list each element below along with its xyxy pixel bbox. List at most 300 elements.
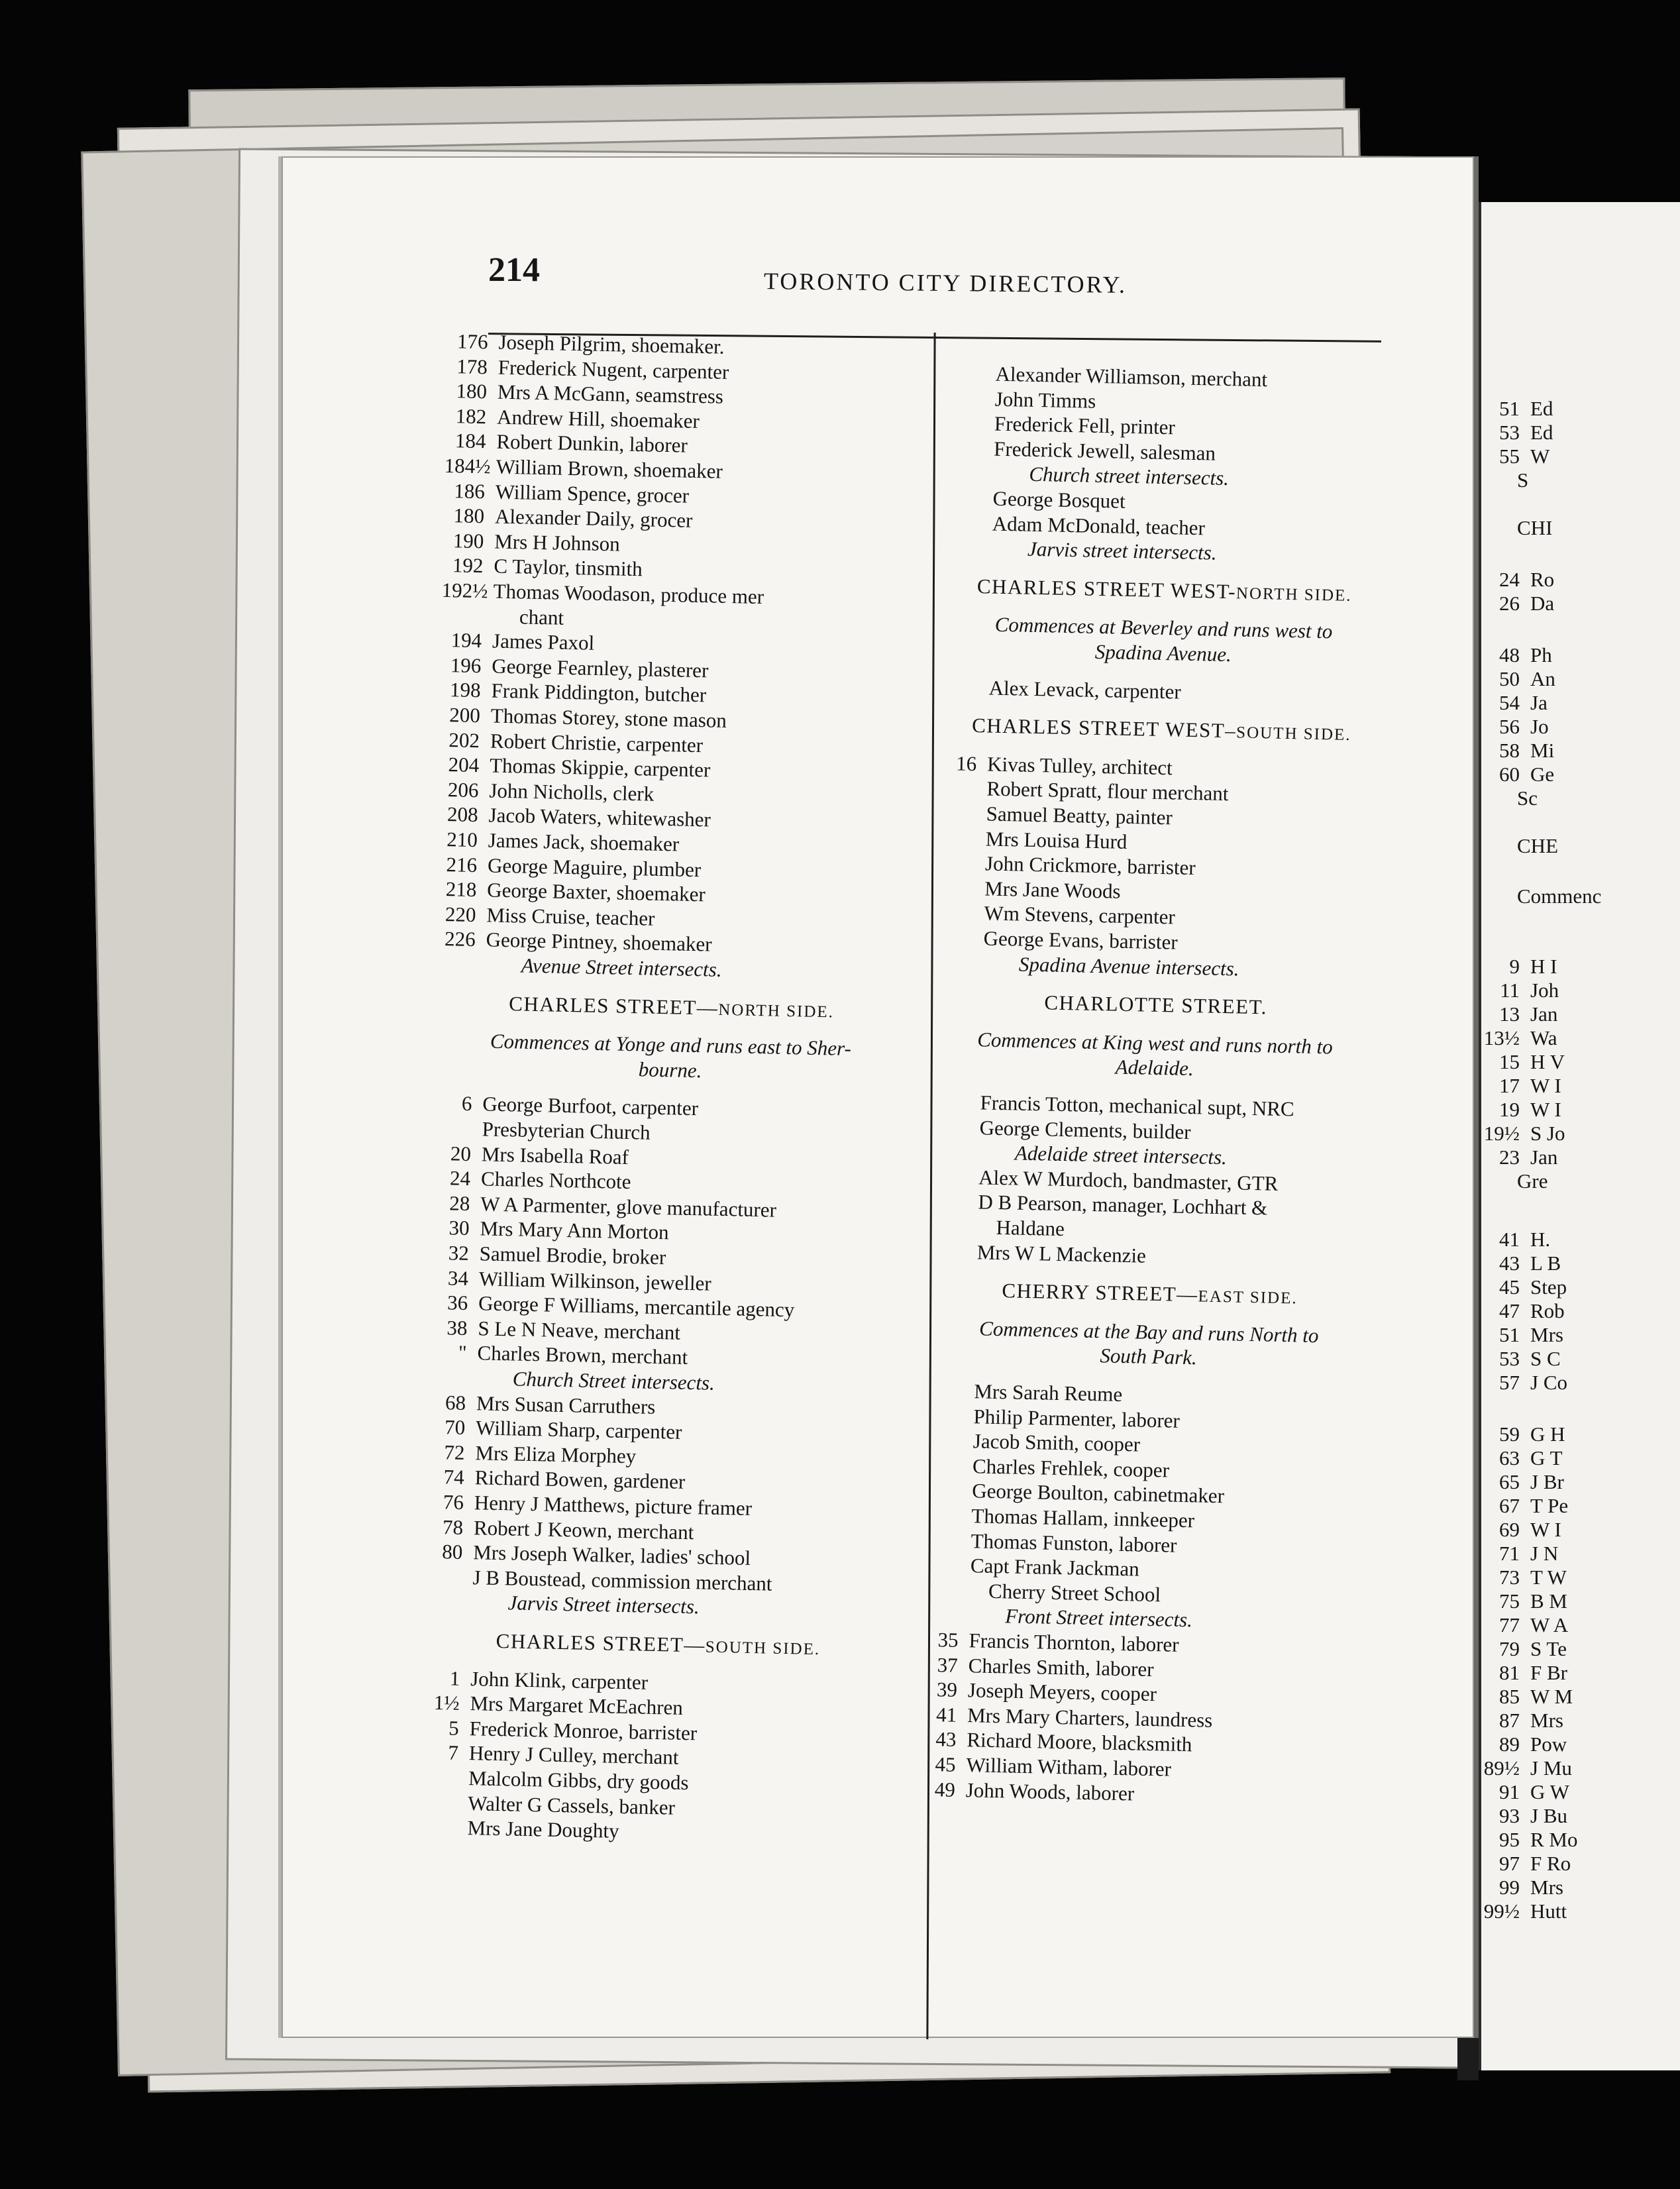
page-number: 214 bbox=[488, 251, 540, 289]
resident-name: J B Boustead, commission merchant bbox=[472, 1566, 772, 1595]
house-number bbox=[921, 1471, 962, 1472]
resident-name: Jacob Waters, whitewasher bbox=[488, 803, 711, 831]
house-number: 200 bbox=[448, 703, 481, 727]
resident-name: George Clements, builder bbox=[979, 1115, 1191, 1144]
resident-name: Mrs A McGann, seamstress bbox=[497, 380, 724, 408]
facing-page-entry bbox=[1483, 1346, 1561, 1371]
resident-name-fragment: Pow bbox=[1530, 1733, 1567, 1756]
street-heading bbox=[433, 989, 910, 1024]
house-number: 91 bbox=[1499, 1780, 1520, 1803]
intersection-note bbox=[507, 1591, 700, 1620]
resident-name: George Boulton, cabinetmaker bbox=[971, 1479, 1225, 1508]
resident-name: Samuel Brodie, broker bbox=[479, 1242, 666, 1269]
facing-page-entry bbox=[1483, 978, 1559, 1003]
resident-name-fragment: Ed bbox=[1530, 397, 1553, 420]
directory-entry bbox=[918, 1577, 1161, 1607]
resident-name-fragment: T W bbox=[1530, 1566, 1567, 1589]
resident-name-fragment: Ge bbox=[1530, 763, 1555, 786]
house-number: 208 bbox=[446, 802, 479, 827]
facing-page-entry bbox=[1483, 1803, 1567, 1829]
facing-page-entry bbox=[1483, 714, 1549, 739]
house-number bbox=[921, 1447, 963, 1448]
facing-page-entry bbox=[1483, 1636, 1567, 1662]
facing-page-entry bbox=[1483, 591, 1554, 616]
house-number: 63 bbox=[1499, 1446, 1520, 1469]
facing-page-entry bbox=[1483, 738, 1554, 763]
resident-name: Alex Levack, carpenter bbox=[988, 676, 1182, 704]
facing-page-entry bbox=[1483, 1493, 1568, 1519]
resident-name-fragment: Wa bbox=[1530, 1026, 1557, 1049]
facing-page-entry bbox=[1483, 1517, 1561, 1542]
facing-page-entry bbox=[1483, 1469, 1564, 1495]
street-side-label: NORTH SIDE. bbox=[1235, 584, 1352, 605]
resident-name-fragment: H. bbox=[1530, 1228, 1551, 1251]
resident-name-fragment: W M bbox=[1530, 1685, 1573, 1708]
house-number: 184½ bbox=[444, 453, 491, 478]
resident-name: Thomas Storey, stone mason bbox=[490, 704, 727, 732]
resident-name-fragment: Ph bbox=[1530, 643, 1552, 667]
house-number: 93 bbox=[1499, 1804, 1520, 1827]
house-number: 79 bbox=[1499, 1637, 1520, 1660]
resident-name-fragment: H I bbox=[1530, 955, 1557, 978]
directory-entry bbox=[934, 825, 1128, 854]
resident-name: Mrs Mary Ann Morton bbox=[480, 1216, 669, 1244]
house-number: 26 bbox=[1499, 592, 1520, 615]
resident-name: John Nicholls, clerk bbox=[489, 778, 655, 806]
house-number: 24 bbox=[1499, 568, 1520, 591]
resident-name: William Wilkinson, jeweller bbox=[478, 1266, 712, 1295]
resident-name: George Bosquet bbox=[992, 486, 1126, 513]
resident-name-fragment: J Br bbox=[1530, 1470, 1564, 1493]
resident-name: Mrs Sarah Reume bbox=[974, 1379, 1123, 1406]
house-number: 194 bbox=[450, 628, 482, 653]
intersection-note-text: Jarvis Street intersects. bbox=[507, 1591, 700, 1619]
house-number bbox=[415, 1834, 456, 1835]
house-number bbox=[932, 944, 973, 945]
resident-name-fragment: F Br bbox=[1530, 1661, 1567, 1684]
resident-name: Wm Stevens, carpenter bbox=[984, 901, 1176, 929]
resident-name: George Evans, barrister bbox=[983, 926, 1179, 954]
facing-page-entry bbox=[1483, 1073, 1561, 1098]
resident-name: William Witham, laborer bbox=[966, 1753, 1172, 1781]
street-description-text: Adelaide. bbox=[1115, 1055, 1194, 1081]
facing-page-entry bbox=[1483, 515, 1552, 541]
resident-name: Mrs W L Mackenzie bbox=[976, 1240, 1147, 1267]
resident-name: Capt Frank Jackman bbox=[970, 1554, 1140, 1581]
house-number: 69 bbox=[1499, 1518, 1520, 1541]
resident-name-fragment: Ja bbox=[1530, 691, 1548, 714]
resident-name-fragment: Ed bbox=[1530, 421, 1553, 444]
resident-name: George Burfoot, carpenter bbox=[482, 1092, 699, 1120]
resident-name: Mrs Louisa Hurd bbox=[985, 827, 1128, 853]
resident-name: John Klink, carpenter bbox=[470, 1666, 649, 1694]
street-side-label: SOUTH SIDE. bbox=[705, 1638, 821, 1659]
resident-name: William Brown, shoemaker bbox=[496, 454, 723, 483]
resident-name: Walter G Cassels, banker bbox=[468, 1791, 676, 1819]
directory-entry bbox=[927, 1114, 1191, 1144]
street-description-text: Commences at the Bay and runs North to bbox=[978, 1316, 1319, 1347]
street-heading-text: CHERRY STREET— bbox=[1002, 1279, 1199, 1307]
directory-entry bbox=[434, 926, 712, 957]
street-heading-text: CHARLES STREET WEST– bbox=[971, 714, 1237, 743]
house-number: 210 bbox=[446, 828, 478, 852]
resident-name: George Fearnley, plasterer bbox=[491, 654, 709, 682]
resident-name-fragment: An bbox=[1530, 667, 1555, 690]
resident-name-fragment: S bbox=[1517, 468, 1529, 492]
resident-name-fragment: W bbox=[1530, 445, 1550, 468]
facing-page-entry bbox=[1483, 1660, 1567, 1685]
house-number bbox=[918, 1596, 959, 1597]
facing-page-entry bbox=[1483, 1827, 1578, 1852]
directory-entry bbox=[441, 603, 564, 631]
house-number: 41 bbox=[1499, 1228, 1520, 1251]
directory-entry bbox=[443, 528, 620, 557]
house-number: 81 bbox=[1499, 1661, 1520, 1684]
resident-name: Henry J Matthews, picture framer bbox=[474, 1491, 753, 1521]
house-number bbox=[932, 919, 973, 920]
resident-name-fragment: S Jo bbox=[1530, 1122, 1565, 1145]
house-number: 60 bbox=[1499, 763, 1520, 786]
house-number: 16 bbox=[955, 751, 977, 775]
house-number: 39 bbox=[936, 1678, 958, 1702]
resident-name: Samuel Beatty, painter bbox=[986, 802, 1173, 829]
house-number bbox=[935, 794, 976, 795]
house-number: 190 bbox=[452, 529, 484, 553]
resident-name: W A Parmenter, glove manufacturer bbox=[480, 1192, 777, 1222]
house-number: 73 bbox=[1499, 1566, 1520, 1589]
house-number bbox=[933, 869, 974, 870]
facing-page-entry bbox=[1483, 1565, 1567, 1590]
resident-name: Frederick Nugent, carpenter bbox=[498, 355, 729, 384]
house-number: 43 bbox=[935, 1727, 957, 1752]
house-number: 49 bbox=[934, 1777, 956, 1801]
house-number: 56 bbox=[1499, 715, 1520, 738]
street-heading-text: CHARLOTTE STREET. bbox=[1044, 990, 1268, 1019]
house-number: 206 bbox=[447, 777, 479, 802]
house-number: 74 bbox=[443, 1465, 465, 1489]
resident-name-fragment: W A bbox=[1530, 1613, 1569, 1636]
house-number: 71 bbox=[1499, 1542, 1520, 1565]
resident-name: Frederick Jewell, salesman bbox=[993, 437, 1216, 465]
house-number bbox=[925, 1233, 967, 1234]
resident-name: Robert Christie, carpenter bbox=[490, 729, 704, 757]
facing-page-entry bbox=[1483, 1026, 1557, 1051]
house-number: 99½ bbox=[1483, 1899, 1520, 1923]
resident-name: Mrs Eliza Morphey bbox=[475, 1441, 637, 1468]
resident-name: Richard Moore, blacksmith bbox=[967, 1728, 1192, 1756]
resident-name: Robert Spratt, flour merchant bbox=[986, 776, 1229, 806]
house-number: 23 bbox=[1499, 1146, 1520, 1169]
intersection-note bbox=[521, 953, 721, 983]
house-number bbox=[933, 894, 974, 895]
house-number: 226 bbox=[444, 927, 476, 951]
resident-name: Joseph Pilgrim, shoemaker. bbox=[498, 330, 725, 358]
facing-page-entry bbox=[1483, 690, 1548, 716]
house-number: 13 bbox=[1499, 1002, 1520, 1026]
directory-entry bbox=[425, 1340, 688, 1370]
facing-page-entry bbox=[1483, 1708, 1563, 1733]
house-number bbox=[928, 1108, 969, 1109]
resident-name: George Maguire, plumber bbox=[487, 853, 702, 881]
house-number: 186 bbox=[454, 478, 486, 503]
resident-name-fragment: G T bbox=[1530, 1446, 1563, 1469]
intersection-note-text: Avenue Street intersects. bbox=[521, 953, 722, 981]
resident-name-fragment: J Bu bbox=[1530, 1804, 1567, 1827]
house-number: 45 bbox=[935, 1752, 956, 1776]
resident-name: James Paxol bbox=[492, 629, 595, 655]
intersection-note bbox=[1027, 537, 1217, 566]
house-number: 47 bbox=[1499, 1299, 1520, 1322]
intersection-note-text: Jarvis street intersects. bbox=[1027, 537, 1217, 564]
house-number bbox=[941, 504, 982, 505]
house-number: 36 bbox=[446, 1291, 468, 1315]
resident-name-fragment: Joh bbox=[1530, 979, 1559, 1002]
house-number: 24 bbox=[449, 1166, 471, 1191]
house-number: 53 bbox=[1499, 1347, 1520, 1370]
house-number bbox=[922, 1397, 963, 1398]
house-number bbox=[937, 693, 978, 694]
house-number: 220 bbox=[445, 902, 476, 926]
resident-name-fragment: S Te bbox=[1530, 1637, 1567, 1660]
resident-name: Mrs Mary Charters, laundress bbox=[967, 1703, 1213, 1732]
street-heading-text: CHARLES STREET— bbox=[508, 991, 719, 1020]
directory-entry bbox=[933, 875, 1121, 904]
resident-name: Robert Dunkin, laborer bbox=[496, 429, 688, 458]
house-number: 34 bbox=[447, 1265, 469, 1290]
street-side-label: NORTH SIDE. bbox=[718, 1000, 835, 1022]
house-number bbox=[942, 454, 983, 455]
house-number bbox=[431, 1135, 472, 1136]
house-number: 38 bbox=[446, 1316, 468, 1340]
house-number: 32 bbox=[448, 1241, 470, 1265]
house-number: 202 bbox=[448, 727, 480, 752]
resident-name-fragment: J Co bbox=[1530, 1371, 1567, 1394]
house-number: 192 bbox=[452, 553, 484, 578]
house-number: 6 bbox=[461, 1092, 472, 1116]
house-number: 51 bbox=[1499, 1323, 1520, 1346]
resident-name-fragment: W I bbox=[1530, 1074, 1561, 1097]
house-number: 218 bbox=[445, 877, 477, 902]
directory-entry bbox=[941, 485, 1126, 514]
resident-name-fragment: Hutt bbox=[1530, 1899, 1567, 1923]
house-number: 17 bbox=[1499, 1074, 1520, 1097]
resident-name-fragment: Mi bbox=[1530, 739, 1555, 762]
resident-name: William Spence, grocer bbox=[495, 480, 690, 507]
street-heading bbox=[936, 712, 1387, 747]
house-number: 196 bbox=[450, 653, 482, 677]
resident-name: Kivas Tulley, architect bbox=[986, 752, 1173, 780]
directory-entry bbox=[925, 1214, 1065, 1242]
resident-name: John Woods, laborer bbox=[965, 1778, 1135, 1805]
directory-entry bbox=[940, 510, 1205, 541]
facing-page-entry bbox=[1483, 1227, 1550, 1252]
resident-name: chant bbox=[519, 604, 564, 629]
intersection-note-text: Church street intersects. bbox=[1029, 462, 1230, 490]
house-number: 78 bbox=[442, 1515, 464, 1539]
resident-name: Robert J Keown, merchant bbox=[473, 1515, 694, 1544]
resident-name: D B Pearson, manager, Lochhart & bbox=[978, 1190, 1268, 1220]
house-number: 99 bbox=[1499, 1876, 1520, 1899]
house-number: 1½ bbox=[433, 1691, 460, 1715]
resident-name-fragment: Mrs bbox=[1530, 1709, 1563, 1732]
house-number: 192½ bbox=[441, 578, 488, 603]
resident-name: Mrs Jane Doughty bbox=[467, 1816, 619, 1843]
street-side-label: EAST SIDE. bbox=[1198, 1287, 1298, 1308]
house-number: 76 bbox=[443, 1490, 464, 1514]
directory-entry bbox=[937, 674, 1181, 704]
facing-page-entry bbox=[1483, 567, 1554, 592]
facing-page-entry bbox=[1483, 1002, 1557, 1027]
facing-page-entry bbox=[1483, 1322, 1563, 1348]
facing-page-entry bbox=[1483, 444, 1549, 469]
resident-name: Joseph Meyers, cooper bbox=[967, 1678, 1157, 1706]
house-number: 216 bbox=[446, 852, 478, 877]
directory-entry bbox=[925, 1238, 1146, 1268]
resident-name: Francis Totton, mechanical supt, NRC bbox=[980, 1091, 1295, 1121]
resident-name: Mrs H Johnson bbox=[494, 529, 621, 556]
resident-name: Alexander Daily, grocer bbox=[494, 504, 693, 533]
resident-name-fragment: Step bbox=[1530, 1275, 1567, 1299]
house-number: 87 bbox=[1499, 1709, 1520, 1732]
facing-page-entry bbox=[1483, 1756, 1572, 1781]
house-number: 35 bbox=[937, 1628, 959, 1652]
facing-page-entry bbox=[1483, 833, 1558, 859]
house-number: 55 bbox=[1499, 445, 1520, 468]
facing-page-entry bbox=[1483, 1899, 1567, 1924]
running-head: TORONTO CITY DIRECTORY. bbox=[763, 268, 1128, 298]
house-number bbox=[934, 844, 975, 845]
facing-page-entry bbox=[1483, 396, 1553, 421]
facing-page-entry bbox=[1483, 1780, 1569, 1805]
house-number: 67 bbox=[1499, 1494, 1520, 1517]
resident-name: Malcolm Gibbs, dry goods bbox=[468, 1766, 689, 1795]
resident-name: George F Williams, mercantile agency bbox=[478, 1291, 795, 1322]
house-number: 37 bbox=[937, 1652, 959, 1677]
resident-name: Francis Thornton, laborer bbox=[969, 1628, 1179, 1656]
resident-name: Frederick Fell, printer bbox=[994, 411, 1176, 439]
facing-page-entry bbox=[1483, 1299, 1565, 1324]
house-number bbox=[925, 1257, 967, 1258]
facing-page-entry bbox=[1483, 1446, 1563, 1471]
house-number: 184 bbox=[454, 429, 486, 453]
resident-name: Cherry Street School bbox=[988, 1579, 1161, 1607]
house-number: 41 bbox=[935, 1703, 957, 1727]
resident-name-fragment: R Mo bbox=[1530, 1828, 1578, 1851]
facing-page-entry bbox=[1483, 1422, 1565, 1447]
house-number: 28 bbox=[448, 1191, 470, 1215]
facing-page-entry bbox=[1483, 1169, 1548, 1194]
resident-name: Adam McDonald, teacher bbox=[992, 511, 1206, 539]
street-description-text: bourne. bbox=[638, 1057, 702, 1083]
resident-name: Mrs Jane Woods bbox=[984, 877, 1121, 903]
directory-entry bbox=[914, 1776, 1134, 1806]
directory-entry bbox=[942, 435, 1216, 466]
intersection-note-text: Church Street intersects. bbox=[512, 1367, 715, 1395]
house-number: " bbox=[458, 1341, 467, 1365]
resident-name: Richard Bowen, gardener bbox=[474, 1466, 686, 1494]
resident-name: Jacob Smith, cooper bbox=[972, 1429, 1141, 1456]
resident-name-fragment: W I bbox=[1530, 1098, 1561, 1121]
facing-page-entry bbox=[1483, 1589, 1567, 1614]
intersection-note-text: Front Street intersects. bbox=[1004, 1604, 1193, 1632]
facing-page-entry bbox=[1483, 1541, 1558, 1566]
resident-name-fragment: H V bbox=[1530, 1050, 1565, 1073]
house-number: 30 bbox=[448, 1216, 470, 1240]
resident-name: C Taylor, tinsmith bbox=[494, 554, 643, 581]
house-number bbox=[927, 1183, 968, 1184]
facing-page-entry bbox=[1483, 884, 1601, 909]
street-heading-text: CHARLES STREET WEST- bbox=[976, 574, 1237, 604]
facing-page-entry bbox=[1483, 762, 1554, 787]
facing-page-entry bbox=[1483, 786, 1538, 811]
resident-name: Haldane bbox=[996, 1215, 1065, 1241]
house-number bbox=[417, 1784, 458, 1785]
resident-name-fragment: J N bbox=[1530, 1542, 1559, 1565]
resident-name: Mrs Susan Carruthers bbox=[476, 1391, 656, 1418]
facing-page-entry bbox=[1483, 1732, 1567, 1757]
house-number: 85 bbox=[1499, 1685, 1520, 1708]
resident-name: Thomas Hallam, innkeeper bbox=[971, 1504, 1195, 1532]
facing-page-entry bbox=[1483, 1684, 1573, 1709]
resident-name: Thomas Woodason, produce mer bbox=[493, 579, 764, 609]
house-number: 59 bbox=[1499, 1422, 1520, 1446]
house-number: 89 bbox=[1499, 1733, 1520, 1756]
resident-name: John Crickmore, barrister bbox=[984, 851, 1196, 880]
resident-name-fragment: G W bbox=[1530, 1780, 1569, 1803]
facing-page-entry bbox=[1483, 1875, 1563, 1900]
house-number: 11 bbox=[1500, 979, 1520, 1002]
house-number bbox=[919, 1546, 961, 1547]
house-number: 97 bbox=[1499, 1852, 1520, 1875]
resident-name-fragment: G H bbox=[1530, 1422, 1565, 1446]
house-number: 15 bbox=[1499, 1050, 1520, 1073]
resident-name: Henry J Culley, merchant bbox=[468, 1741, 679, 1770]
resident-name: George Pintney, shoemaker bbox=[486, 928, 712, 956]
resident-name: John Timms bbox=[994, 387, 1096, 413]
facing-page-text bbox=[1483, 0, 1680, 2189]
street-description-text: Spadina Avenue. bbox=[1094, 639, 1232, 667]
resident-name: William Sharp, carpenter bbox=[475, 1416, 682, 1444]
house-number: 45 bbox=[1499, 1275, 1520, 1299]
house-number bbox=[928, 1133, 969, 1134]
facing-page-entry bbox=[1483, 1049, 1565, 1075]
house-number: 20 bbox=[450, 1141, 472, 1165]
resident-name-fragment: Ro bbox=[1530, 568, 1555, 591]
resident-name-fragment: Jo bbox=[1530, 715, 1549, 738]
facing-page-entry bbox=[1483, 468, 1528, 493]
street-description-text: Commences at King west and runs north to bbox=[976, 1028, 1334, 1059]
intersection-note bbox=[1005, 1604, 1192, 1633]
resident-name-fragment: J Mu bbox=[1530, 1756, 1572, 1780]
resident-name-fragment: Rob bbox=[1530, 1299, 1565, 1322]
column-right bbox=[934, 360, 1394, 1805]
resident-name: Mrs Isabella Roaf bbox=[481, 1142, 629, 1169]
resident-name: Alex W Murdoch, bandmaster, GTR bbox=[978, 1165, 1279, 1195]
resident-name: Thomas Skippie, carpenter bbox=[489, 753, 711, 782]
resident-name: James Jack, shoemaker bbox=[488, 828, 680, 856]
resident-name: Mrs Joseph Walker, ladies' school bbox=[472, 1540, 751, 1570]
directory-entry bbox=[441, 627, 595, 656]
resident-name: Charles Smith, laborer bbox=[968, 1653, 1154, 1681]
resident-name: George Baxter, shoemaker bbox=[486, 878, 706, 906]
house-number: 13½ bbox=[1483, 1026, 1520, 1049]
house-number: 176 bbox=[456, 329, 488, 354]
resident-name-fragment: Commenc bbox=[1517, 884, 1602, 908]
facing-page-entry bbox=[1483, 1097, 1561, 1122]
house-number: 95 bbox=[1499, 1828, 1520, 1851]
resident-name: S Le N Neave, merchant bbox=[478, 1316, 681, 1344]
house-number: 48 bbox=[1499, 643, 1520, 667]
